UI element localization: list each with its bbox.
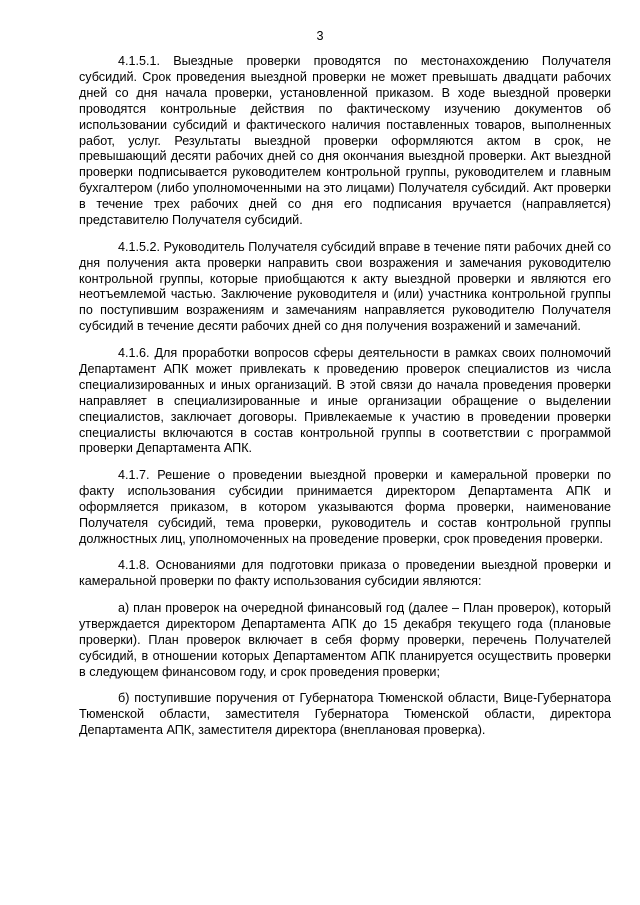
paragraph-4-1-5-1: 4.1.5.1. Выездные проверки проводятся по местонахождению Получателя субсидий. Срок проведения выездной проверки не может превышать двадцати рабочих дней со дня начала проверки, установленной приказом. В ходе выездной проверки проводятся контрольные действия по фактическому изучению документов об использовании субсидий и фактического наличия поставленных товаров, выполненных работ, услуг. Результаты выездной проверки оформляются актом в срок, не превышающий десяти рабочих дней со дня окончания выездной проверки. Акт выездной проверки подписывается руководителем контрольной группы, руководителем и главным бухгалтером (либо уполномоченными на это лицами) Получателя субсидий. Акт проверки в течение трех рабочих дней со дня его подписания вручается (направляется) представителю Получателя субсидий. [79,54,611,228]
paragraph-4-1-6: 4.1.6. Для проработки вопросов сферы деятельности в рамках своих полномочий Департамент АПК может привлекать к проведению проверок специалистов из числа специализированных и иных организаций. В этой связи до начала проведения проверки направляет в специализированные и иные организации обращение о выделении специалистов, заключает договоры. Привлекаемые к участию в проведении проверки специалисты включаются в состав контрольной группы в соответствии с программой проверки Департамента АПК. [79,346,611,456]
paragraph-4-1-8: 4.1.8. Основаниями для подготовки приказа о проведении выездной проверки и камеральной проверки по факту использования субсидии являются: [79,558,611,589]
page-number: 3 [316,29,324,43]
list-item-a: а) план проверок на очередной финансовый год (далее – План проверок), который утверждается директором Департамента АПК до 15 декабря текущего года (плановые проверки). План проверок включает в себя форму проверки, перечень Получателей субсидий, в отношении которых Департаментом АПК планируется осуществить проверки в следующем финансовом году, и срок проведения проверки; [79,601,611,679]
list-item-b: б) поступившие поручения от Губернатора Тюменской области, Вице-Губернатора Тюменской области, заместителя Губернатора Тюменской области, директора Департамента АПК, заместителя директора (внеплановая проверка). [79,691,611,738]
paragraph-4-1-7: 4.1.7. Решение о проведении выездной проверки и камеральной проверки по факту использования субсидии принимается директором Департамента АПК и оформляется приказом, в котором указываются форма проверки, наименование Получателя субсидий, тема проверки, руководитель и состав контрольной группы должностных лиц, уполномоченных на проведение проверки, срок проведения проверки. [79,468,611,546]
paragraph-4-1-5-2: 4.1.5.2. Руководитель Получателя субсидий вправе в течение пяти рабочих дней со дня получения акта проверки направить свои возражения и замечания руководителю контрольной группы, которые приобщаются к акту выездной проверки и являются его неотъемлемой частью. Заключение руководителя и (или) участника контрольной группы по поступившим возражениям и замечаниям направляется руководителю Получателя субсидий в течение десяти рабочих дней со дня получения возражений и замечаний. [79,239,611,334]
document-body [79,54,611,750]
